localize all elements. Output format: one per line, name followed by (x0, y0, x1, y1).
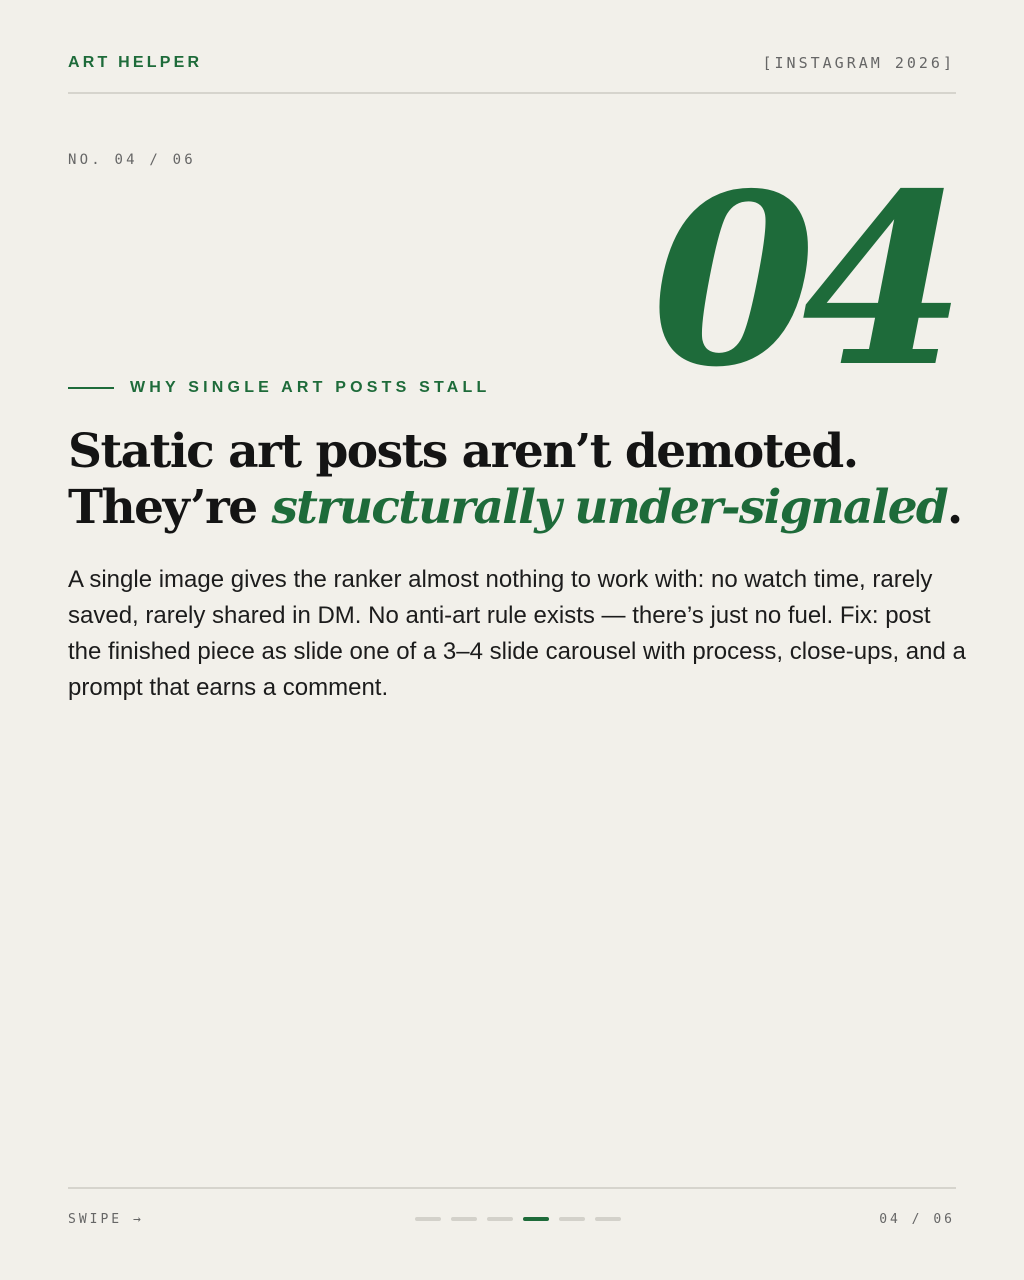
page-indicator: 04 / 06 (879, 1212, 955, 1227)
footer-divider (68, 1187, 956, 1189)
header-divider (68, 92, 956, 94)
pagination-dot[interactable] (595, 1217, 621, 1221)
headline (68, 424, 968, 536)
pagination-dot[interactable] (487, 1217, 513, 1221)
headline-end: . (946, 480, 962, 535)
pagination-dot[interactable] (415, 1217, 441, 1221)
headline-plain: Static art posts aren’t demoted. They’re (68, 424, 858, 535)
eyebrow (68, 377, 490, 399)
body-text: A single image gives the ranker almost nothing to work with: no watch time, rarely saved, rarely shared in DM. No anti-art rule exists — there’s just no fuel. Fix: post the finished piece as slide one of a 3–4 slide carousel with process, close-ups, and a prompt that earns a comment. (68, 566, 966, 701)
swipe-label[interactable]: SWIPE → (68, 1212, 144, 1227)
brand-label: ART HELPER (68, 54, 203, 71)
big-slide-number: 04 (651, 141, 952, 419)
eyebrow-text: WHY SINGLE ART POSTS STALL (130, 379, 491, 396)
pagination-dot[interactable] (451, 1217, 477, 1221)
eyebrow-line (68, 387, 114, 389)
pagination-dot[interactable] (559, 1217, 585, 1221)
headline-accent: structurally under-signaled (271, 480, 947, 535)
pagination-dots (415, 1217, 621, 1221)
slide-number-label: NO. 04 / 06 (68, 152, 196, 168)
pagination-dot-active[interactable] (523, 1217, 549, 1221)
platform-tag: [INSTAGRAM 2026] (762, 54, 955, 72)
